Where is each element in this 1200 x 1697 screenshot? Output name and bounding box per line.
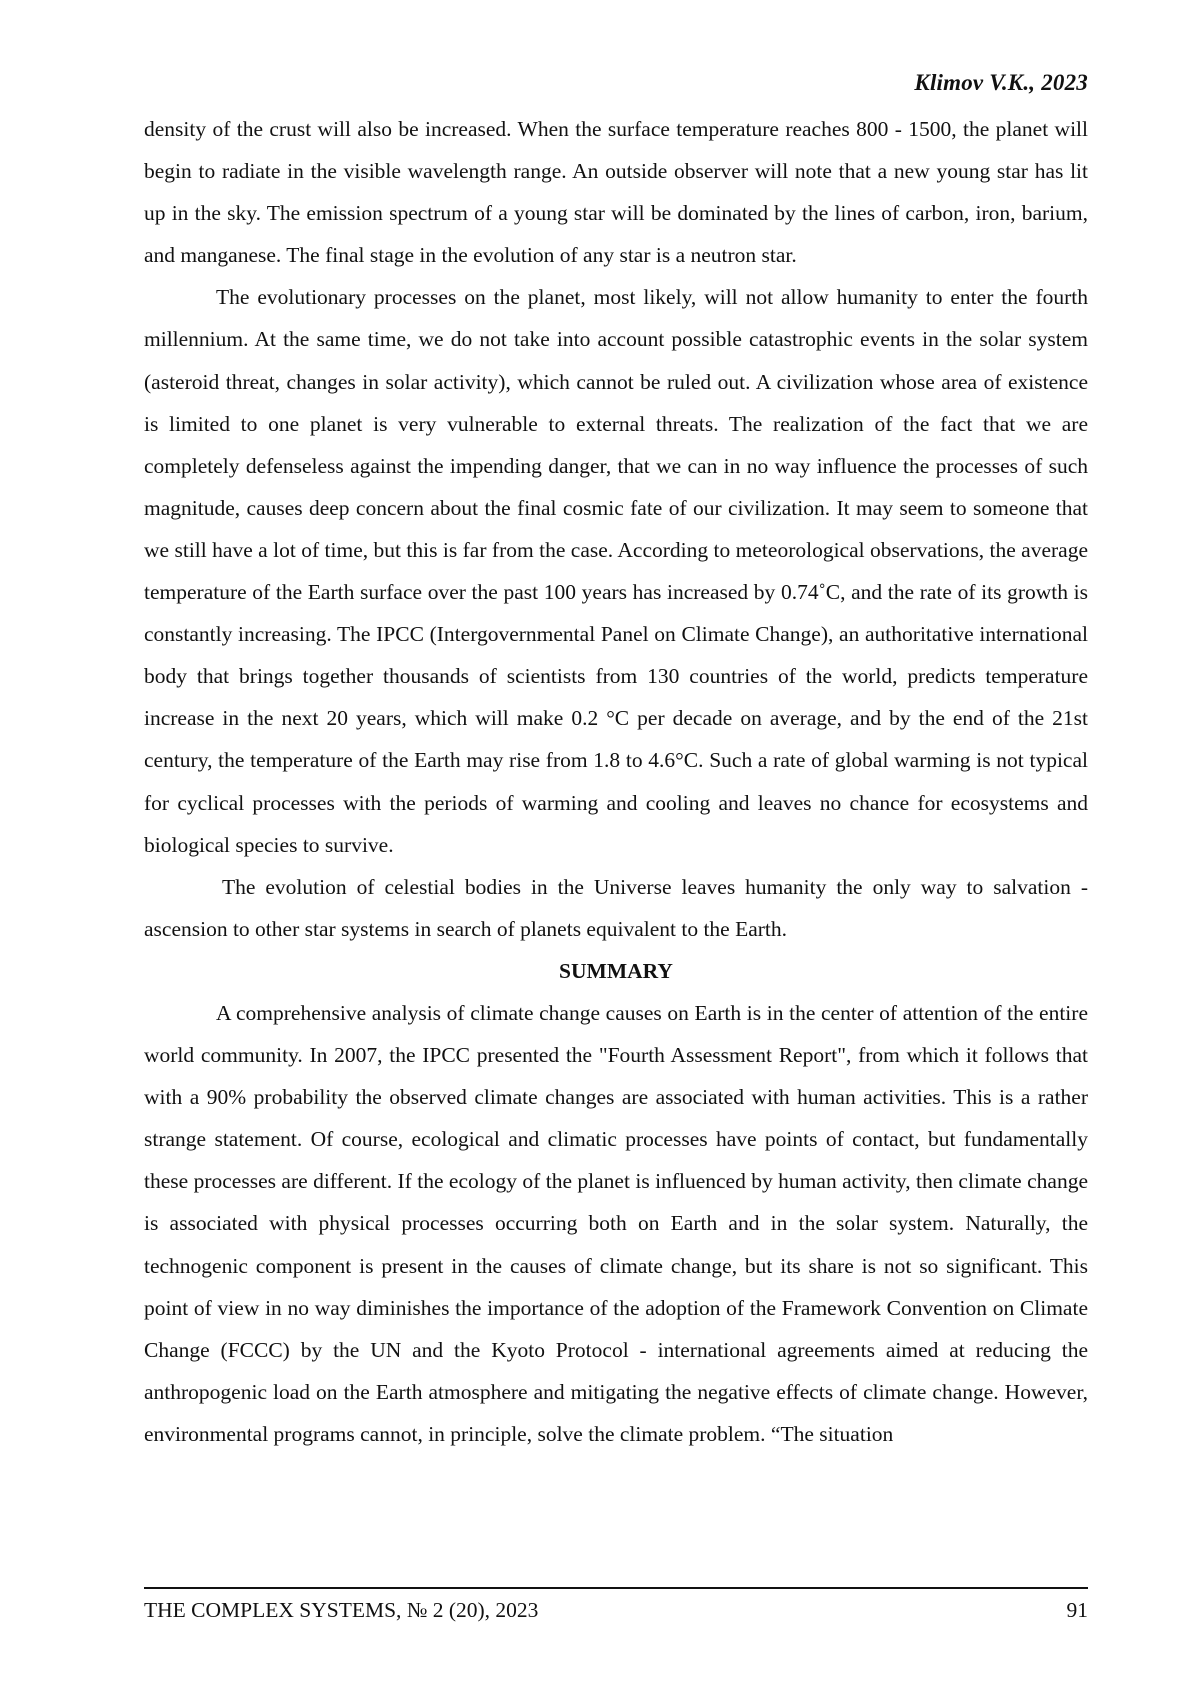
footer-divider bbox=[144, 1587, 1088, 1589]
paragraph-evolutionary-processes: The evolutionary processes on the planet, most likely, will not allow humanity to enter the fourth millennium. At the same time, we do not take into account possible catastrophic events in the solar system (asteroid threat, changes in solar activity), which cannot be ruled out. A civilization whose area of existence is limited to one planet is very vulnerable to external threats. The realization of the fact that we are completely defenseless against the impending danger, that we can in no way influence the processes of such magnitude, causes deep concern about the final cosmic fate of our civilization. It may seem to someone that we still have a lot of time, but this is far from the case. According to meteorological observations, the average temperature of the Earth surface over the past 100 years has increased by 0.74˚C, and the rate of its growth is constantly increasing. The IPCC (Intergovernmental Panel on Climate Change), an authoritative international body that brings together thousands of scientists from 130 countries of the world, predicts temperature increase in the next 20 years, which will make 0.2 °C per decade on average, and by the end of the 21st century, the temperature of the Earth may rise from 1.8 to 4.6°C. Such a rate of global warming is not typical for cyclical processes with the periods of warming and cooling and leaves no chance for ecosystems and biological species to survive. bbox=[144, 285, 1088, 857]
summary-heading: SUMMARY bbox=[559, 958, 673, 983]
document-page bbox=[144, 0, 1088, 1697]
summary-paragraph: A comprehensive analysis of climate change causes on Earth is in the center of attention of the entire world community. In 2007, the IPCC presented the "Fourth Assessment Report", from which it follows that with a 90% probability the observed climate changes are associated with human activities. This is a rather strange statement. Of course, ecological and climatic processes have points of contact, but fundamentally these processes are different. If the ecology of the planet is influenced by human activity, then climate change is associated with physical processes occurring both on Earth and in the solar system. Naturally, the technogenic component is present in the causes of climate change, but its share is not so significant. This point of view in no way diminishes the importance of the adoption of the Framework Convention on Climate Change (FCCC) by the UN and the Kyoto Protocol - international agreements aimed at reducing the anthropogenic load on the Earth atmosphere and mitigating the negative effects of climate change. However, environmental programs cannot, in principle, solve the climate problem. “The situation bbox=[144, 1000, 1088, 1446]
paragraph-celestial-bodies: The evolution of celestial bodies in the Universe leaves humanity the only way to salvation - ascension to other star systems in search of planets equivalent to the Earth. bbox=[144, 874, 1088, 941]
paragraph-continuation: density of the crust will also be increased. When the surface temperature reaches 800 - 1500, the planet will begin to radiate in the visible wavelength range. An outside observer will note that a new young star has lit up in the sky. The emission spectrum of a young star will be dominated by the lines of carbon, iron, barium, and manganese. The final stage in the evolution of any star is a neutron star. bbox=[144, 117, 1088, 268]
footer-journal: THE COMPLEX SYSTEMS, № 2 (20), 2023 bbox=[144, 1598, 539, 1622]
running-header: Klimov V.K., 2023 bbox=[914, 70, 1088, 95]
body-text bbox=[144, 108, 1088, 1455]
page-number: 91 bbox=[1066, 1598, 1088, 1622]
